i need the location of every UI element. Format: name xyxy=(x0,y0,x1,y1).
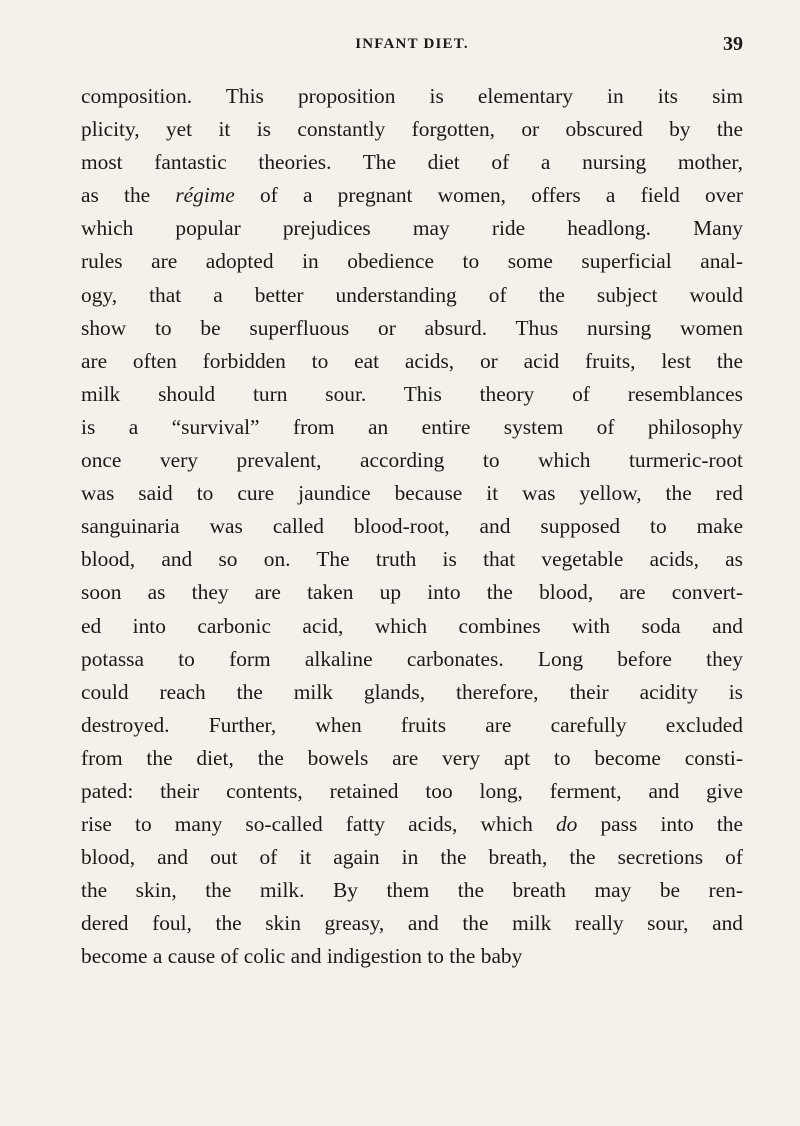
text-line: the skin, the milk. By them the breath may be ren- xyxy=(81,878,743,903)
text-line: was said to cure jaundice because it was yellow, the red xyxy=(81,481,743,506)
text-line: rules are adopted in obedience to some superficial anal- xyxy=(81,249,743,274)
text-line: as the régime of a pregnant women, offers a field over xyxy=(81,183,743,208)
text-line: rise to many so-called fatty acids, which do pass into the xyxy=(81,812,743,837)
text-line: ogy, that a better understanding of the subject would xyxy=(81,282,743,307)
page-number: 39 xyxy=(723,33,743,55)
text-line: destroyed. Further, when fruits are carefully excluded xyxy=(81,712,743,737)
text-line: blood, and so on. The truth is that vegetable acids, as xyxy=(81,547,743,572)
text-line: pated: their contents, retained too long, ferment, and give xyxy=(81,778,743,803)
text-line: most fantastic theories. The diet of a nursing mother, xyxy=(81,150,743,175)
text-line: once very prevalent, according to which turmeric-root xyxy=(81,448,743,473)
text-line: plicity, yet it is constantly forgotten, or obscured by the xyxy=(81,117,743,142)
text-line: milk should turn sour. This theory of resemblances xyxy=(81,381,743,406)
running-title: INFANT DIET. xyxy=(355,36,469,52)
text-line: blood, and out of it again in the breath, the secretions of xyxy=(81,845,743,870)
text-line: become a cause of colic and indigestion to the baby xyxy=(81,944,523,969)
text-line: could reach the milk glands, therefore, their acidity is xyxy=(81,679,743,704)
text-line: from the diet, the bowels are very apt to become consti- xyxy=(81,745,743,770)
text-line: is a “survival” from an entire system of philosophy xyxy=(81,414,743,439)
text-line: soon as they are taken up into the blood, are convert- xyxy=(81,580,743,605)
text-line: dered foul, the skin greasy, and the milk really sour, and xyxy=(81,911,743,936)
text-line: potassa to form alkaline carbonates. Long before they xyxy=(81,646,743,671)
text-line: sanguinaria was called blood-root, and supposed to make xyxy=(81,514,743,539)
running-head xyxy=(81,33,743,60)
text-line: show to be superfluous or absurd. Thus nursing women xyxy=(81,315,743,340)
text-line: composition. This proposition is elementary in its sim xyxy=(81,84,743,108)
text-line: are often forbidden to eat acids, or acid fruits, lest the xyxy=(81,348,743,373)
body-text xyxy=(81,80,743,974)
text-line: ed into carbonic acid, which combines with soda and xyxy=(81,613,743,638)
text-line: which popular prejudices may ride headlong. Many xyxy=(81,216,743,241)
